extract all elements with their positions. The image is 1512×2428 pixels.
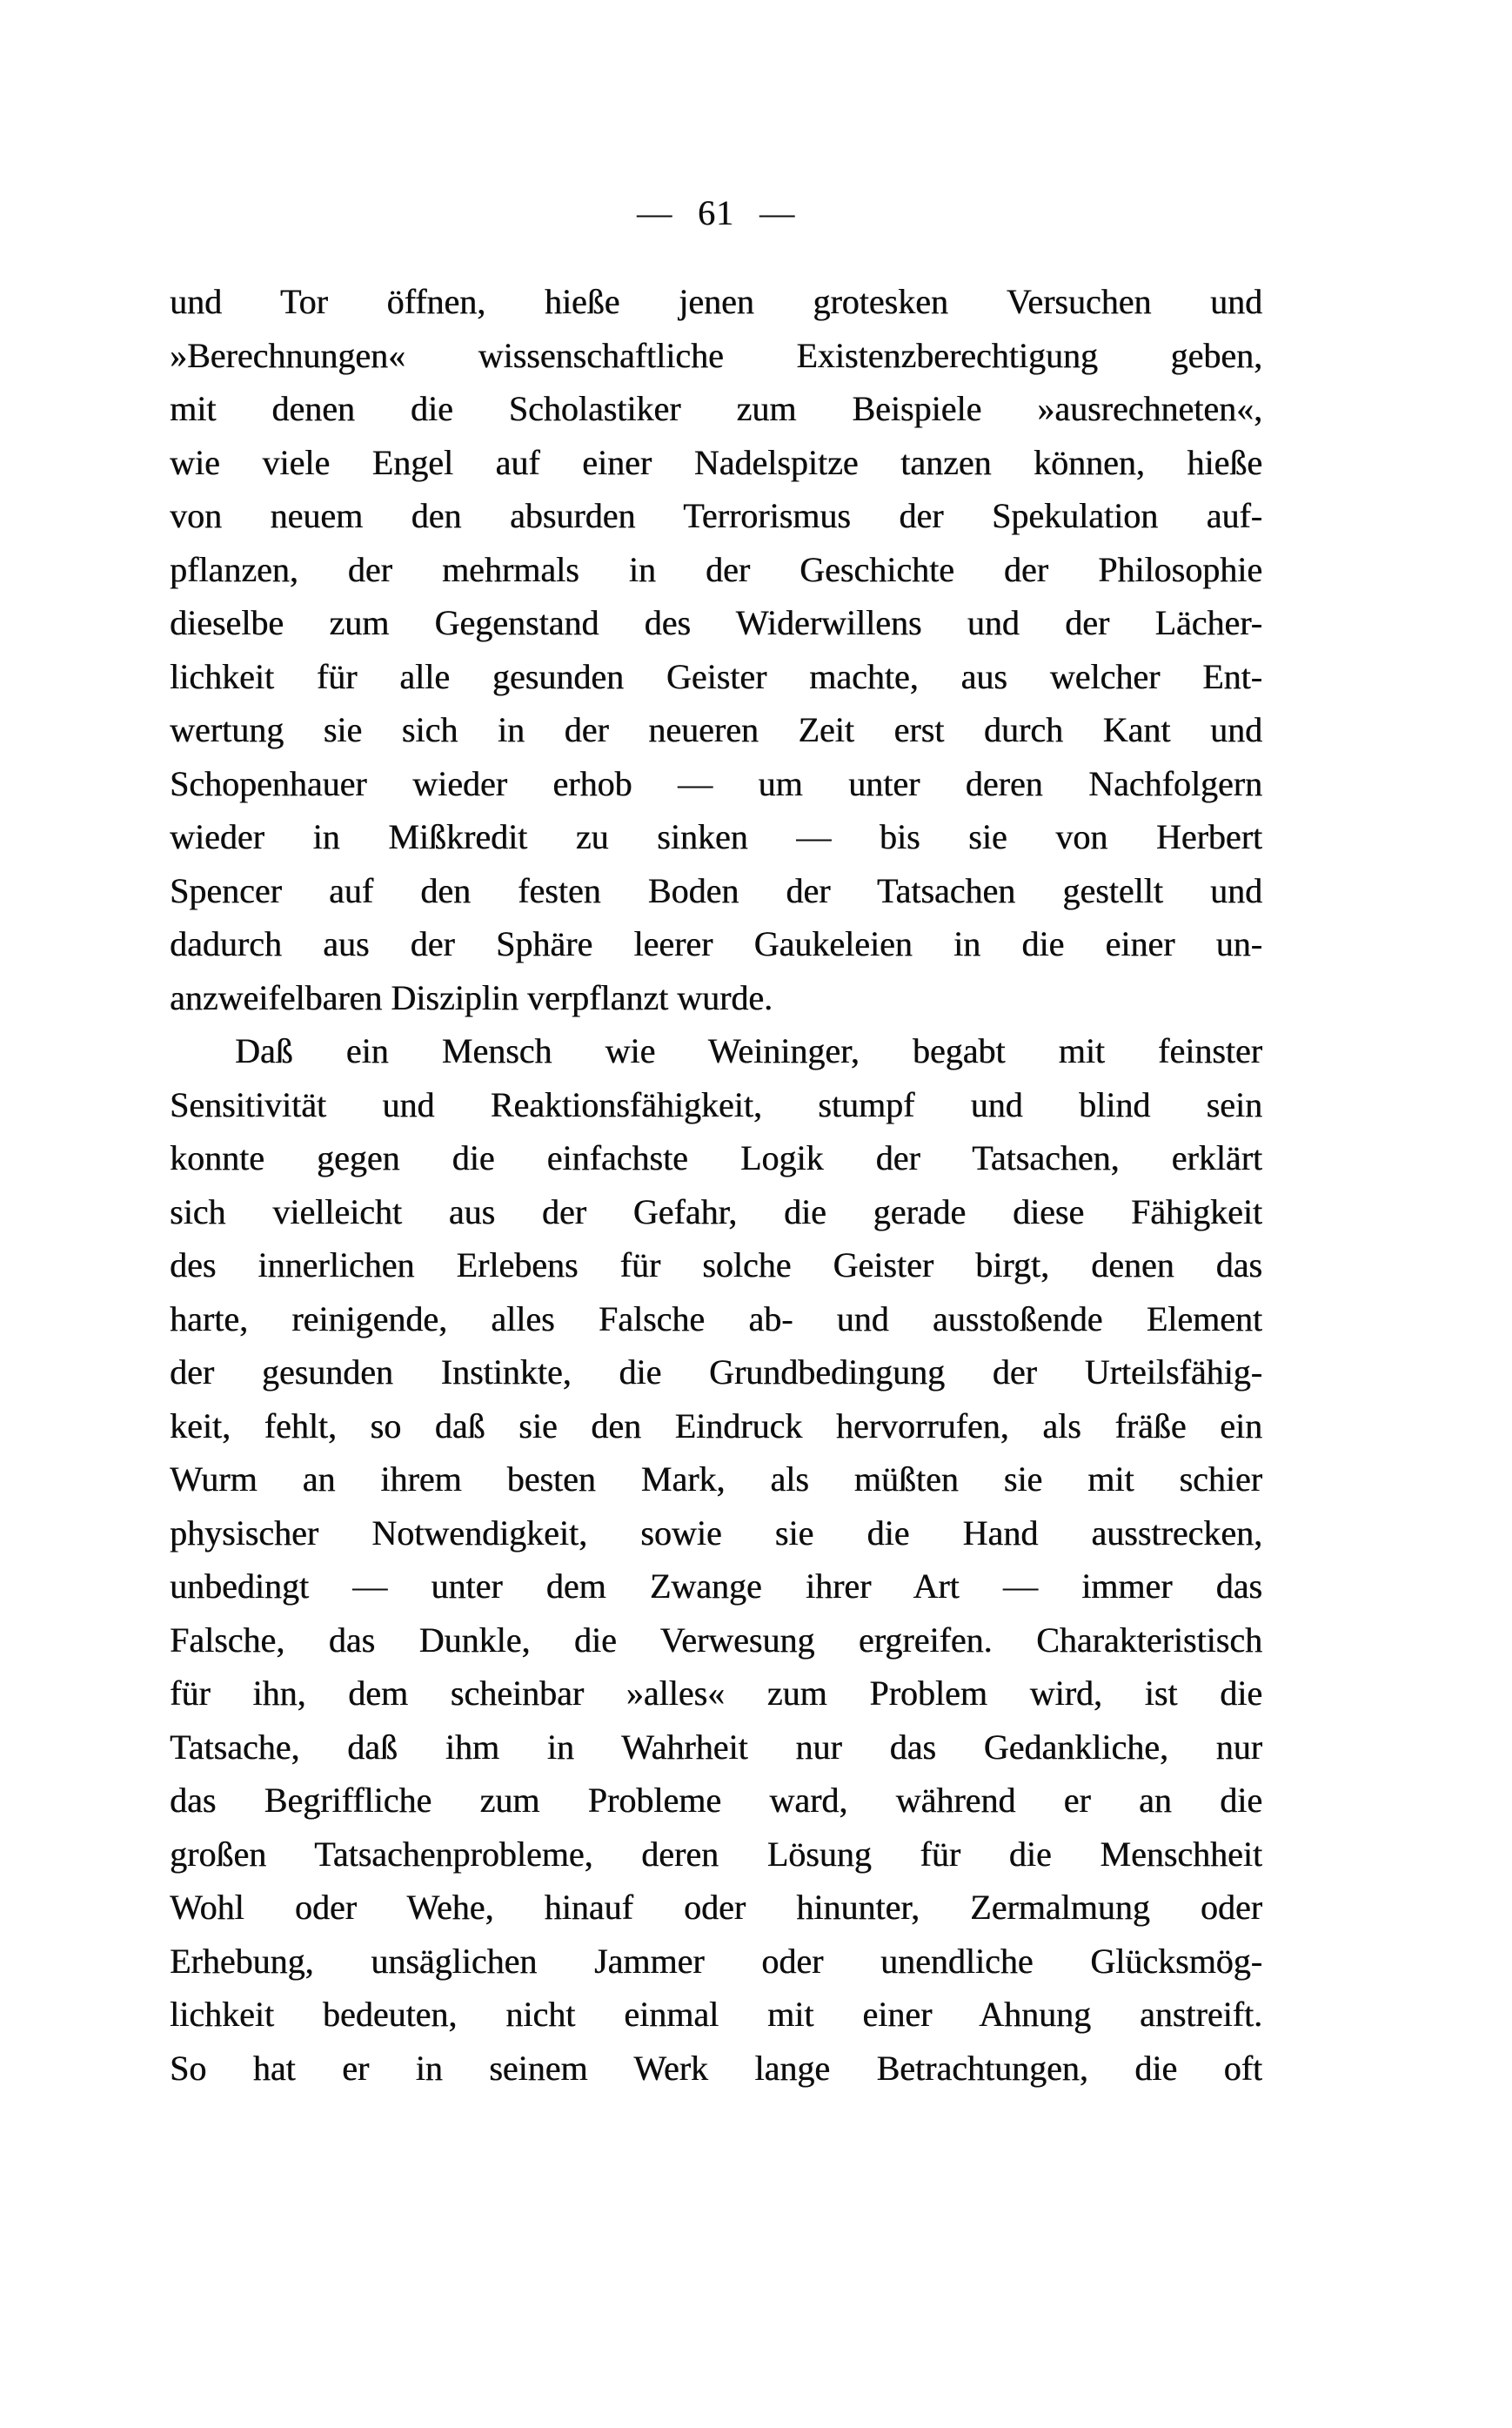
text-line: wieder in Mißkredit zu sinken — bis sie von Herbert [170, 817, 1262, 856]
text-line: Schopenhauer wieder erhob — um unter deren Nachfolgern [170, 763, 1262, 803]
text-line: Spencer auf den festen Boden der Tatsachen gestellt und [170, 870, 1262, 910]
text-line: unbedingt — unter dem Zwange ihrer Art — immer das [170, 1566, 1262, 1606]
text-line: das Begriffliche zum Probleme ward, während er an die [170, 1781, 1262, 1820]
body-text [170, 275, 1262, 2095]
text-line: Erhebung, unsäglichen Jammer oder unendliche Glücksmög- [170, 1941, 1262, 1981]
text-line: »Berechnungen« wissenschaftliche Existenzberechtigung geben, [170, 335, 1262, 375]
text-line: konnte gegen die einfachste Logik der Tatsachen, erklärt [170, 1138, 1262, 1177]
text-line: dieselbe zum Gegenstand des Widerwillens und der Lächer- [170, 603, 1262, 642]
text-line: für ihn, dem scheinbar »alles« zum Problem wird, ist die [170, 1673, 1262, 1713]
text-line: sich vielleicht aus der Gefahr, die gerade diese Fähigkeit [170, 1191, 1262, 1231]
text-line: lichkeit bedeuten, nicht einmal mit einer Ahnung anstreift. [170, 1995, 1262, 2034]
text-line: pflanzen, der mehrmals in der Geschichte der Philosophie [170, 549, 1262, 589]
text-line: Wurm an ihrem besten Mark, als müßten sie mit schier [170, 1459, 1262, 1499]
text-line: lichkeit für alle gesunden Geister machte, aus welcher Ent- [170, 656, 1262, 696]
text-line: Daß ein Mensch wie Weininger, begabt mit feinster [235, 1031, 1262, 1070]
text-line: Falsche, das Dunkle, die Verwesung ergreifen. Charakteristisch [170, 1620, 1262, 1660]
text-line: wertung sie sich in der neueren Zeit erst durch Kant und [170, 710, 1262, 749]
text-line: dadurch aus der Sphäre leerer Gaukeleien in die einer un- [170, 924, 1262, 963]
page-number: — 61 — [637, 193, 795, 232]
text-line: physischer Notwendigkeit, sowie sie die Hand ausstrecken, [170, 1512, 1262, 1553]
paragraph [170, 1024, 1262, 2095]
text-line: von neuem den absurden Terrorismus der Spekulation auf- [170, 496, 1262, 535]
text-line: anzweifelbaren Disziplin verpflanzt wurde. [170, 977, 773, 1017]
text-line: und Tor öffnen, hieße jenen grotesken Versuchen und [170, 282, 1262, 321]
text-line: des innerlichen Erlebens für solche Geister birgt, denen das [170, 1245, 1262, 1284]
text-line: der gesunden Instinkte, die Grundbedingung der Urteilsfähig- [170, 1352, 1262, 1392]
text-line: Tatsache, daß ihm in Wahrheit nur das Gedankliche, nur [170, 1727, 1262, 1767]
text-line: harte, reinigende, alles Falsche ab- und ausstoßende Element [170, 1298, 1262, 1338]
text-line: Sensitivität und Reaktionsfähigkeit, stumpf und blind sein [170, 1084, 1262, 1124]
text-line: So hat er in seinem Werk lange Betrachtungen, die oft [170, 2048, 1262, 2088]
text-line: Wohl oder Wehe, hinauf oder hinunter, Zermalmung oder [170, 1888, 1262, 1927]
text-line: mit denen die Scholastiker zum Beispiele »ausrechneten«, [170, 389, 1262, 428]
text-line: großen Tatsachenprobleme, deren Lösung für die Menschheit [170, 1834, 1262, 1874]
text-line: keit, fehlt, so daß sie den Eindruck hervorrufen, als fräße ein [170, 1405, 1262, 1445]
paragraph [170, 275, 1262, 1024]
text-line: wie viele Engel auf einer Nadelspitze tanzen können, hieße [170, 442, 1262, 482]
